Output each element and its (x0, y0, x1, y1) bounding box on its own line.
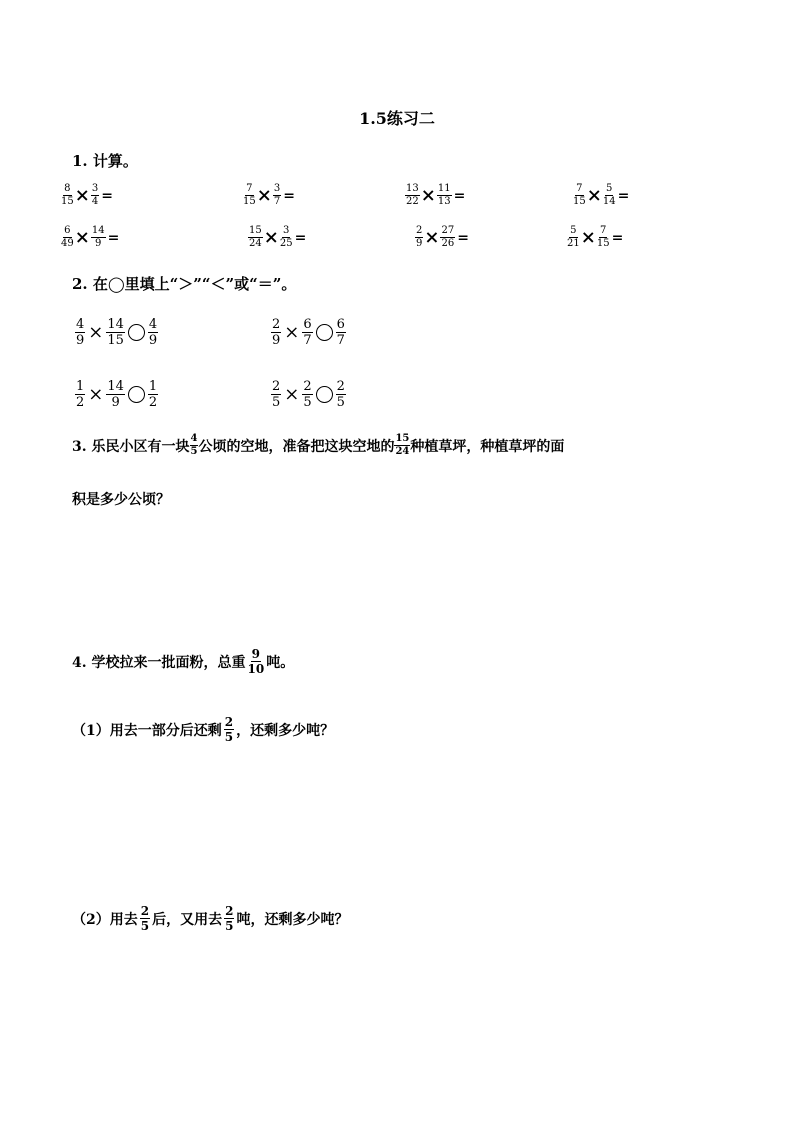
q1-expression (572, 184, 629, 207)
fraction-left: $\frac{15}{24}$ (249, 225, 262, 249)
q1-expression (414, 226, 469, 249)
times-sign: × (284, 322, 300, 343)
times-sign: × (88, 384, 104, 405)
q1-expression (566, 226, 623, 249)
q3-fraction-area: $\frac{4}{5}$ (190, 433, 198, 457)
fraction-first: $\frac{1}{2}$ (76, 379, 85, 410)
q4-sub2 (72, 905, 348, 932)
answer-circle[interactable] (128, 324, 145, 341)
q1-expression (60, 226, 119, 249)
fraction-left: $\frac{5}{21}$ (567, 225, 580, 249)
q2-label: 2. 在◯里填上“＞”“＜”或“＝”。 (72, 275, 297, 293)
fraction-right: $\frac{3}{25}$ (279, 225, 293, 249)
q3-line2: 积是多少公顷？ (72, 492, 170, 508)
fraction-first: $\frac{4}{9}$ (76, 317, 85, 348)
times-sign: × (263, 227, 279, 248)
equals-sign: = (457, 229, 469, 246)
q1-expression (404, 184, 465, 207)
times-sign: × (424, 227, 440, 248)
times-sign: × (74, 227, 90, 248)
times-sign: × (284, 384, 300, 405)
fraction-first: $\frac{2}{9}$ (272, 317, 281, 348)
q3-text-2: 公顷的空地，准备把这块空地的 (198, 438, 395, 455)
times-sign: × (256, 185, 272, 206)
answer-circle[interactable] (316, 386, 333, 403)
fraction-left: $\frac{13}{22}$ (406, 183, 419, 207)
times-sign: × (88, 322, 104, 343)
fraction-compare: $\frac{6}{7}$ (336, 317, 345, 348)
q2-comparison (270, 318, 347, 347)
q4-fraction-total: $\frac{9}{10}$ (247, 647, 265, 676)
fraction-left: $\frac{7}{15}$ (243, 183, 256, 207)
q1-expression (242, 184, 295, 207)
fraction-left: $\frac{7}{15}$ (573, 183, 586, 207)
q4-sub1 (72, 716, 334, 743)
equals-sign: = (611, 229, 624, 246)
fraction-compare: $\frac{1}{2}$ (148, 379, 158, 410)
q4-sub1-fraction: $\frac{2}{5}$ (224, 715, 234, 744)
q4-sub2-text-2: 后，又用去 (152, 911, 223, 928)
fraction-right: $\frac{7}{15}$ (596, 225, 610, 249)
q3-line1 (72, 434, 564, 457)
fraction-right: $\frac{27}{26}$ (441, 225, 455, 249)
fraction-second: $\frac{2}{5}$ (303, 379, 312, 410)
q1-expression (247, 226, 306, 249)
equals-sign: = (294, 229, 307, 246)
q4-sub2-text-1: （2）用去 (72, 911, 138, 928)
times-sign: × (74, 185, 90, 206)
q4-text-2: 吨。 (266, 654, 295, 671)
fraction-left: $\frac{2}{9}$ (416, 225, 423, 249)
q3-fraction-part: $\frac{15}{24}$ (395, 433, 410, 457)
times-sign: × (580, 227, 596, 248)
answer-circle[interactable] (316, 324, 333, 341)
q2-comparison (270, 380, 347, 409)
q4-sub2-fraction-1: $\frac{2}{5}$ (140, 904, 150, 933)
q4-sub1-text-1: （1）用去一部分后还剩 (72, 722, 222, 739)
equals-sign: = (453, 187, 466, 204)
q4-sub2-text-3: 吨，还剩多少吨？ (236, 911, 349, 928)
fraction-left: $\frac{6}{49}$ (61, 225, 74, 249)
fraction-left: $\frac{8}{15}$ (61, 183, 74, 207)
q2-comparison (74, 318, 159, 347)
q3-text-1: 3. 乐民小区有一块 (72, 438, 190, 455)
equals-sign: = (107, 229, 120, 246)
fraction-compare: $\frac{2}{5}$ (336, 379, 345, 410)
q1-label: 1. 计算。 (72, 152, 138, 170)
fraction-second: $\frac{14}{9}$ (107, 379, 124, 410)
fraction-compare: $\frac{4}{9}$ (148, 317, 158, 348)
q2-comparison (74, 380, 159, 409)
q4-sub2-fraction-2: $\frac{2}{5}$ (225, 904, 234, 933)
fraction-right: $\frac{11}{13}$ (437, 183, 451, 207)
q3-text-3: 种植草坪，种植草坪的面 (410, 438, 565, 455)
fraction-right: $\frac{14}{9}$ (91, 225, 105, 249)
fraction-right: $\frac{3}{7}$ (273, 183, 281, 207)
q4-text-1: 4. 学校拉来一批面粉，总重 (72, 654, 246, 671)
page-title: 1.5练习二 (359, 109, 435, 128)
fraction-second: $\frac{14}{15}$ (107, 317, 124, 348)
equals-sign: = (283, 187, 295, 204)
fraction-second: $\frac{6}{7}$ (303, 317, 312, 348)
answer-circle[interactable] (128, 386, 145, 403)
times-sign: × (586, 185, 602, 206)
fraction-right: $\frac{3}{4}$ (91, 183, 99, 207)
fraction-first: $\frac{2}{5}$ (272, 379, 281, 410)
q1-expression (60, 184, 113, 207)
q4-sub1-text-2: ，还剩多少吨？ (236, 722, 335, 739)
equals-sign: = (617, 187, 630, 204)
fraction-right: $\frac{5}{14}$ (602, 183, 616, 207)
q4-line (72, 648, 294, 675)
equals-sign: = (101, 187, 113, 204)
times-sign: × (420, 185, 436, 206)
